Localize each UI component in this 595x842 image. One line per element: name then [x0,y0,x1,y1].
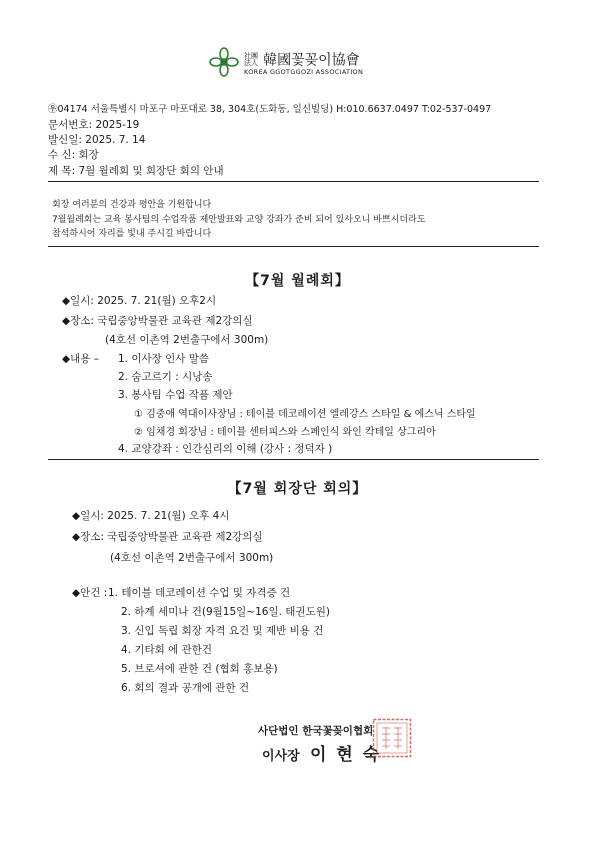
board-place: ◆장소: 국립중앙박물관 교육관 제2강의실 [72,531,263,543]
subject: 제 목: 7월 월례회 및 회장단 회의 안내 [48,165,224,177]
address-line: ㉾04174 서울특별시 마포구 마포대로 38, 304호(도화동, 일신빌딩) H:010.6637.0497 T:02-537-0497 [48,104,492,115]
board-place-detail: (4호선 이촌역 2번출구에서 300m) [110,552,274,564]
official-seal-icon [372,718,412,758]
agenda-item: 3. 신입 독립 회장 자격 요건 및 제반 비용 건 [121,625,324,637]
monthly-place-detail: (4호선 이촌역 2번출구에서 300m) [105,334,269,346]
agenda-item: 1. 테이블 데코레이션 수업 및 자격증 건 [108,587,291,599]
monthly-content-label: ◆내용 – [62,353,99,365]
signature-title: 이사장 [262,749,300,764]
agenda-item: 5. 브로셔에 관한 건 (협회 홍보용) [121,663,278,675]
agenda-item: 6. 회의 결과 공개에 관한 건 [121,682,250,694]
recipient: 수 신: 회장 [48,149,99,161]
divider [48,181,539,182]
agenda-item: 2. 하계 세미나 건(9월15일~16일. 태권도원) [121,606,330,618]
monthly-item: 2. 숨고르기 : 시낭송 [118,371,213,383]
signature-org: 사단법인 한국꽃꽂이협회 [258,725,374,737]
agenda-item: 4. 기타회 에 관한건 [121,644,213,656]
signature-name: 이 현 숙 [310,745,382,765]
monthly-meeting-title: 【7월 월례회】 [245,273,350,289]
greeting-line: 참석하시어 자리를 빛내 주시길 바랍니다 [52,229,212,239]
board-meeting-title: 【7월 회장단 회의】 [227,481,368,497]
send-date: 발신일: 2025. 7. 14 [48,134,146,146]
monthly-item: 3. 봉사팀 수업 작품 제안 [118,389,233,401]
greeting-line: 7월월례회는 교육 봉사팀의 수업작품 제안발표와 교양 강좌가 준비 되어 있사오니 바쁘시더라도 [52,215,426,225]
monthly-item: 1. 이사장 인사 말씀 [118,353,210,365]
org-hanja-name: 韓國꽃꽂이協會 [263,52,360,69]
org-small-label: 社團法人 [244,51,258,67]
monthly-place: ◆장소: 국립중앙박물관 교육관 제2강의실 [62,315,253,327]
monthly-subitem: ② 임채경 회장님 : 테이블 센터피스와 스페인식 와인 칵테일 상그리아 [134,427,436,438]
association-logo-icon [208,46,240,78]
monthly-datetime: ◆일시: 2025. 7. 21(월) 오후2시 [62,295,217,307]
board-datetime: ◆일시: 2025. 7. 21(월) 오후 4시 [72,510,230,522]
divider [48,246,539,247]
greeting-line: 회장 여러분의 건강과 평안을 기원합니다 [52,200,212,210]
org-english-name: KOREA GGOTGGOZI ASSOCIATION [244,68,364,76]
board-agenda-label: ◆안건 : [72,587,108,599]
divider [48,459,539,460]
monthly-item: 4. 교양강좌 : 인간심리의 이해 (강사 : 정덕자 ) [118,443,333,455]
monthly-subitem: ① 김중애 역대이사장님 : 테이블 데코레이션 엘레강스 스타일 & 에스닉 스타일 [134,409,476,420]
document-number: 문서번호: 2025-19 [48,119,140,131]
